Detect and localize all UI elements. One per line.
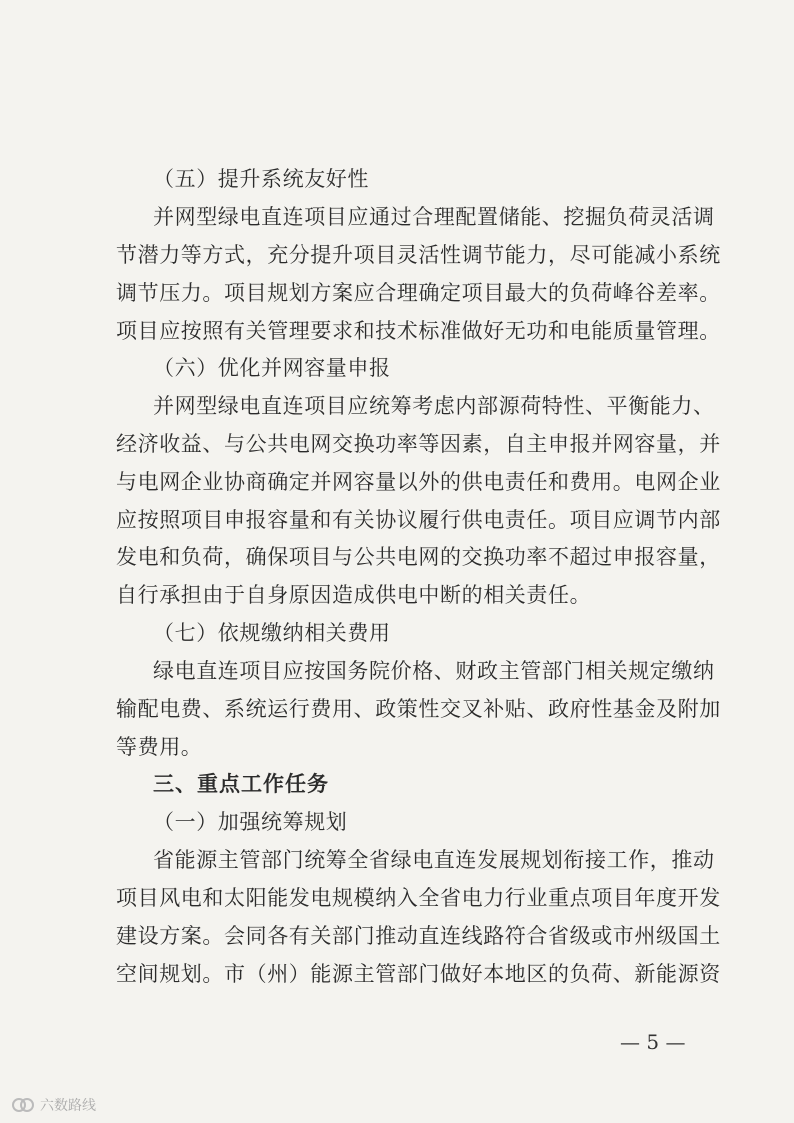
watermark — [10, 1093, 96, 1117]
paragraph-line: 发电和负荷，确保项目与公共电网的交换功率不超过申报容量， — [116, 545, 721, 569]
page-number: — 5 — — [620, 1030, 686, 1054]
paragraph-line: 空间规划。市（州）能源主管部门做好本地区的负荷、新能源资 — [116, 962, 721, 986]
paragraph-line: 经济收益、与公共电网交换功率等因素，自主申报并网容量，并 — [116, 432, 721, 456]
paragraph-line: 项目应按照有关管理要求和技术标准做好无功和电能质量管理。 — [116, 319, 721, 343]
paragraph-line: 调节压力。项目规划方案应合理确定项目最大的负荷峰谷差率。 — [116, 281, 721, 305]
subsection-1-heading: （一）加强统筹规划 — [153, 810, 348, 834]
section-5-heading: （五）提升系统友好性 — [153, 167, 369, 191]
paragraph-line: 等费用。 — [116, 735, 203, 759]
section-7-heading: （七）依规缴纳相关费用 — [153, 621, 391, 645]
part-3-heading: 三、重点工作任务 — [153, 772, 329, 796]
paragraph-line: 建设方案。会同各有关部门推动直连线路符合省级或市州级国土 — [116, 924, 721, 948]
paragraph-line: 项目风电和太阳能发电规模纳入全省电力行业重点项目年度开发 — [116, 886, 721, 910]
watermark-logo-icon — [10, 1096, 36, 1114]
paragraph-line: 并网型绿电直连项目应通过合理配置储能、挖掘负荷灵活调 — [153, 205, 715, 229]
paragraph-line: 绿电直连项目应按国务院价格、财政主管部门相关规定缴纳 — [153, 659, 715, 683]
paragraph-line: 输配电费、系统运行费用、政策性交叉补贴、政府性基金及附加 — [116, 697, 721, 721]
section-6-heading: （六）优化并网容量申报 — [153, 356, 391, 380]
paragraph-line: 省能源主管部门统筹全省绿电直连发展规划衔接工作，推动 — [153, 848, 715, 872]
paragraph-line: 应按照项目申报容量和有关协议履行供电责任。项目应调节内部 — [116, 508, 721, 532]
paragraph-line: 并网型绿电直连项目应统筹考虑内部源荷特性、平衡能力、 — [153, 394, 715, 418]
watermark-text: 六数路线 — [40, 1098, 96, 1114]
paragraph-line: 自行承担由于自身原因造成供电中断的相关责任。 — [116, 583, 592, 607]
paragraph-line: 节潜力等方式，充分提升项目灵活性调节能力，尽可能减小系统 — [116, 243, 721, 267]
paragraph-line: 与电网企业协商确定并网容量以外的供电责任和费用。电网企业 — [116, 470, 721, 494]
